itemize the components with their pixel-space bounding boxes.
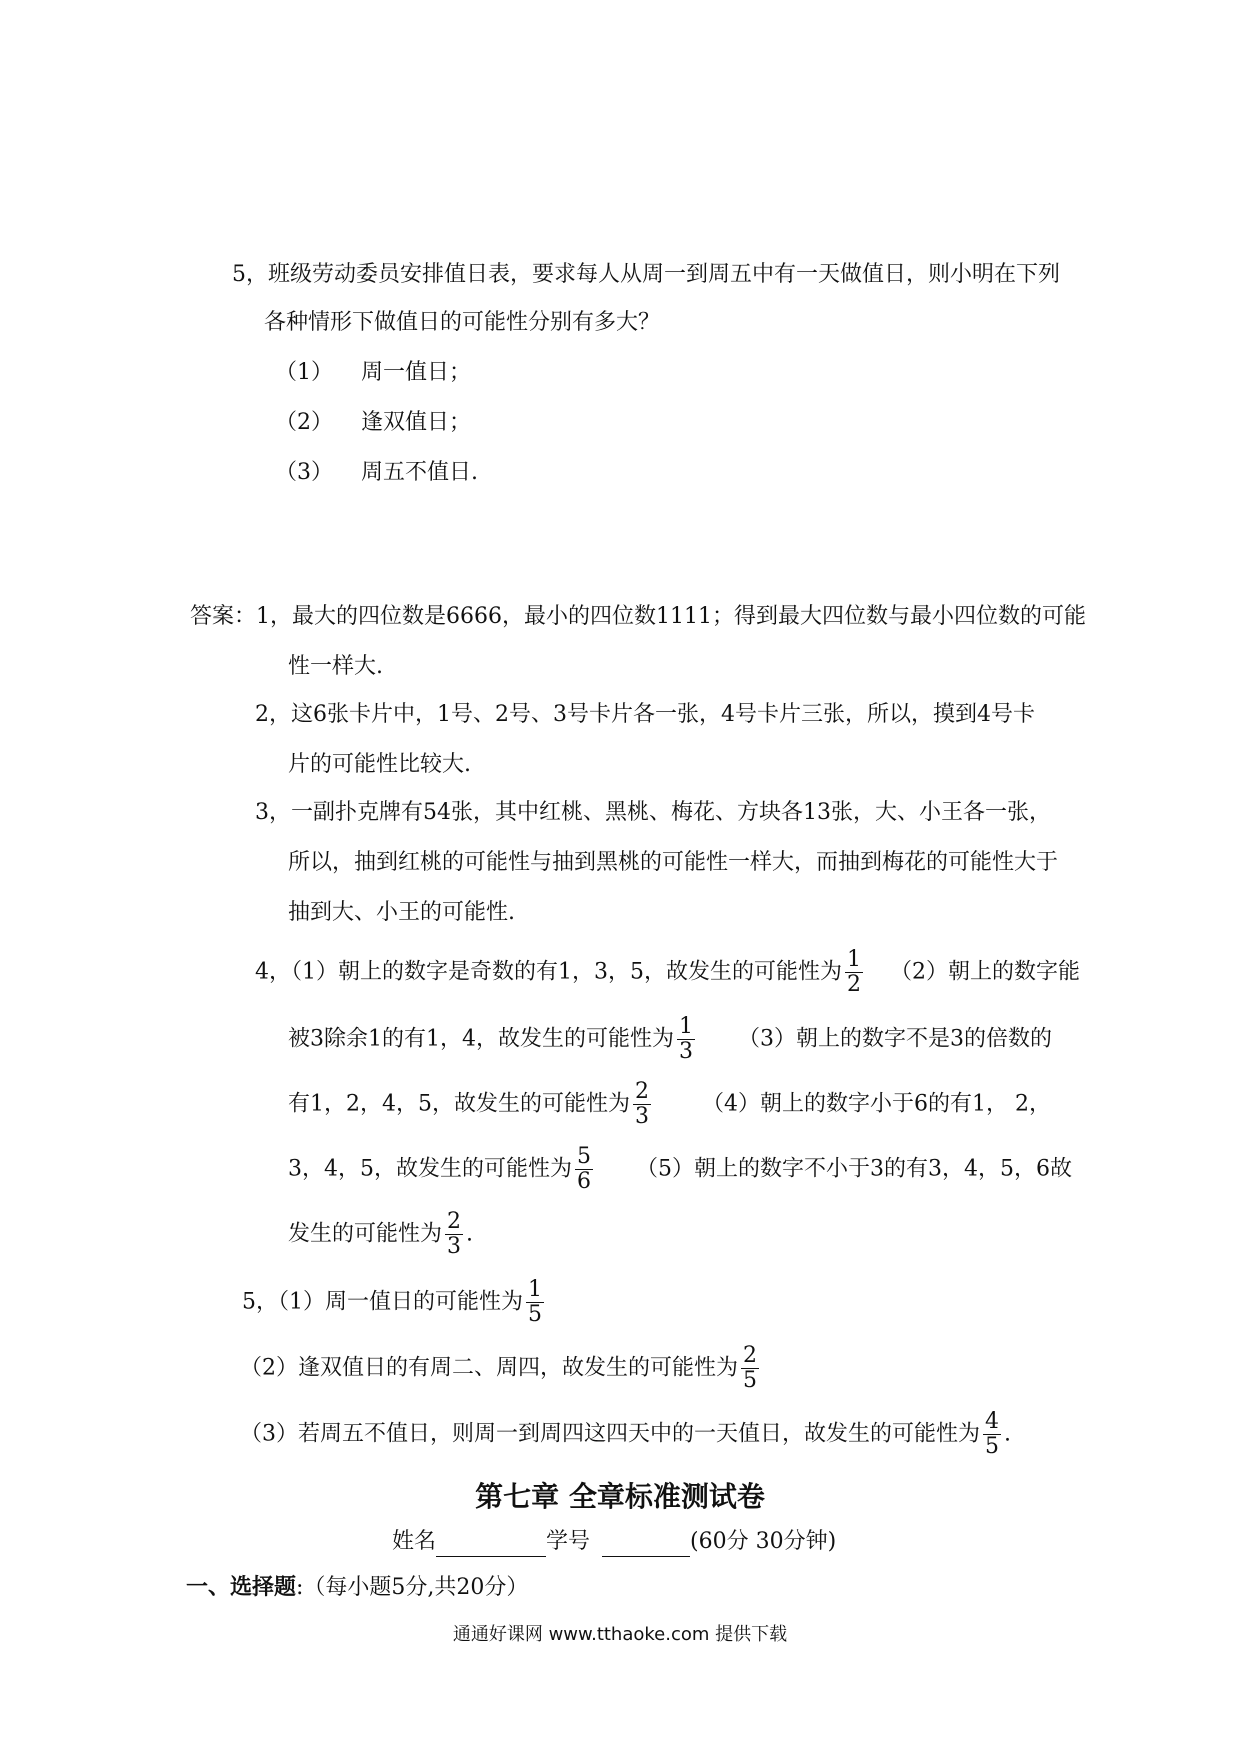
id-blank[interactable] [602, 1534, 690, 1557]
question-5-item-2 [275, 408, 471, 438]
fraction-denominator: 6 [577, 1169, 591, 1194]
fraction [741, 1344, 759, 1393]
question-5-item-1 [275, 358, 471, 388]
fraction-numerator: 4 [985, 1409, 999, 1434]
item-text: 周五不值日. [361, 460, 478, 485]
question-5-line1: 5，班级劳动委员安排值日表，要求每人从周一到周五中有一天做值日，则小明在下列 [232, 262, 1060, 287]
answer-text: 被3除余1的有1，4，故发生的可能性为 [288, 1026, 674, 1052]
answer-4-line3 [288, 1080, 1051, 1129]
question-5-item-3 [275, 458, 478, 488]
answer-4-line5 [288, 1210, 473, 1259]
answer-1-line2: 性一样大. [288, 654, 383, 679]
section-1-title: 一、选择题 [186, 1575, 297, 1600]
answer-4-line2 [288, 1015, 1052, 1064]
id-label: 学号 [546, 1529, 591, 1554]
question-5-line2: 各种情形下做值日的可能性分别有多大？ [264, 310, 661, 335]
fraction-numerator: 1 [528, 1277, 542, 1302]
answer-5-line1 [242, 1278, 547, 1327]
fraction [633, 1080, 651, 1129]
fraction-denominator: 3 [447, 1234, 462, 1259]
item-label: （2） [275, 410, 333, 435]
answer-text: . [466, 1221, 474, 1247]
fraction-numerator: 2 [635, 1079, 649, 1104]
fraction-numerator: 5 [577, 1144, 591, 1169]
answer-text: 3，4，5，故发生的可能性为 [288, 1156, 572, 1182]
fraction [845, 948, 863, 997]
item-label: （1） [275, 360, 333, 385]
answer-3-line2: 所以，抽到红桃的可能性与抽到黑桃的可能性一样大，而抽到梅花的可能性大于 [288, 850, 1059, 875]
fraction-numerator: 2 [743, 1343, 757, 1368]
item-text: 逢双值日； [361, 410, 472, 435]
fraction-denominator: 5 [743, 1368, 757, 1393]
answer-2-line2: 片的可能性比较大. [288, 752, 471, 777]
answer-text: （3）若周五不值日，则周一到周四这四天中的一天值日，故发生的可能性为 [240, 1421, 980, 1447]
fraction [445, 1210, 463, 1259]
answer-text: 发生的可能性为 [288, 1221, 443, 1247]
answer-1-line1: 答案：1，最大的四位数是6666，最小的四位数1111；得到最大四位数与最小四位数的可能 [190, 604, 1086, 629]
answer-text: （4）朝上的数字小于6的有1， 2， [702, 1091, 1051, 1117]
fraction [677, 1015, 695, 1064]
answer-text: （2）朝上的数字能 [890, 959, 1080, 985]
answer-5-line3 [240, 1410, 1011, 1459]
test-title: 第七章 全章标准测试卷 [475, 1480, 765, 1513]
answer-text: . [1004, 1421, 1011, 1447]
answer-text: 有1，2，4，5，故发生的可能性为 [288, 1091, 630, 1117]
fraction-denominator: 5 [985, 1434, 999, 1459]
fraction [983, 1410, 1001, 1459]
item-label: （3） [275, 460, 333, 485]
fraction-denominator: 2 [847, 972, 861, 997]
answer-3-line1: 3，一副扑克牌有54张，其中红桃、黑桃、梅花、方块各13张，大、小王各一张， [255, 800, 1051, 825]
answer-text: （2）逢双值日的有周二、周四，故发生的可能性为 [240, 1355, 738, 1381]
name-label: 姓名 [392, 1529, 437, 1554]
fraction-denominator: 5 [528, 1302, 542, 1327]
answer-text: （5）朝上的数字不小于3的有3，4，5，6故 [636, 1156, 1072, 1182]
fraction-denominator: 3 [635, 1104, 649, 1129]
answer-4-line1 [255, 948, 1080, 997]
fraction-numerator: 1 [847, 947, 861, 972]
fraction [526, 1278, 544, 1327]
fraction-denominator: 3 [679, 1039, 693, 1064]
student-info-line [392, 1527, 836, 1557]
fraction-numerator: 2 [447, 1209, 462, 1234]
answer-5-line2 [240, 1344, 762, 1393]
answer-text: 4，（1）朝上的数字是奇数的有1，3，5，故发生的可能性为 [255, 959, 842, 985]
fraction [575, 1145, 593, 1194]
section-1-heading [186, 1573, 528, 1603]
section-1-note: :（每小题5分,共20分） [296, 1575, 529, 1600]
fraction-numerator: 1 [679, 1014, 693, 1039]
answer-4-line4 [288, 1145, 1072, 1194]
answer-text: （3）朝上的数字不是3的倍数的 [738, 1026, 1052, 1052]
answer-2-line1: 2，这6张卡片中，1号、2号、3号卡片各一张，4号卡片三张，所以，摸到4号卡 [255, 702, 1035, 727]
name-blank[interactable] [436, 1534, 546, 1557]
item-text: 周一值日； [361, 360, 472, 385]
page-footer: 通通好课网 www.tthaoke.com 提供下载 [452, 1624, 788, 1645]
answer-3-line3: 抽到大、小王的可能性. [288, 900, 515, 925]
test-meta: (60分 30分钟) [690, 1529, 837, 1554]
answer-text: 5，（1）周一值日的可能性为 [242, 1289, 523, 1315]
